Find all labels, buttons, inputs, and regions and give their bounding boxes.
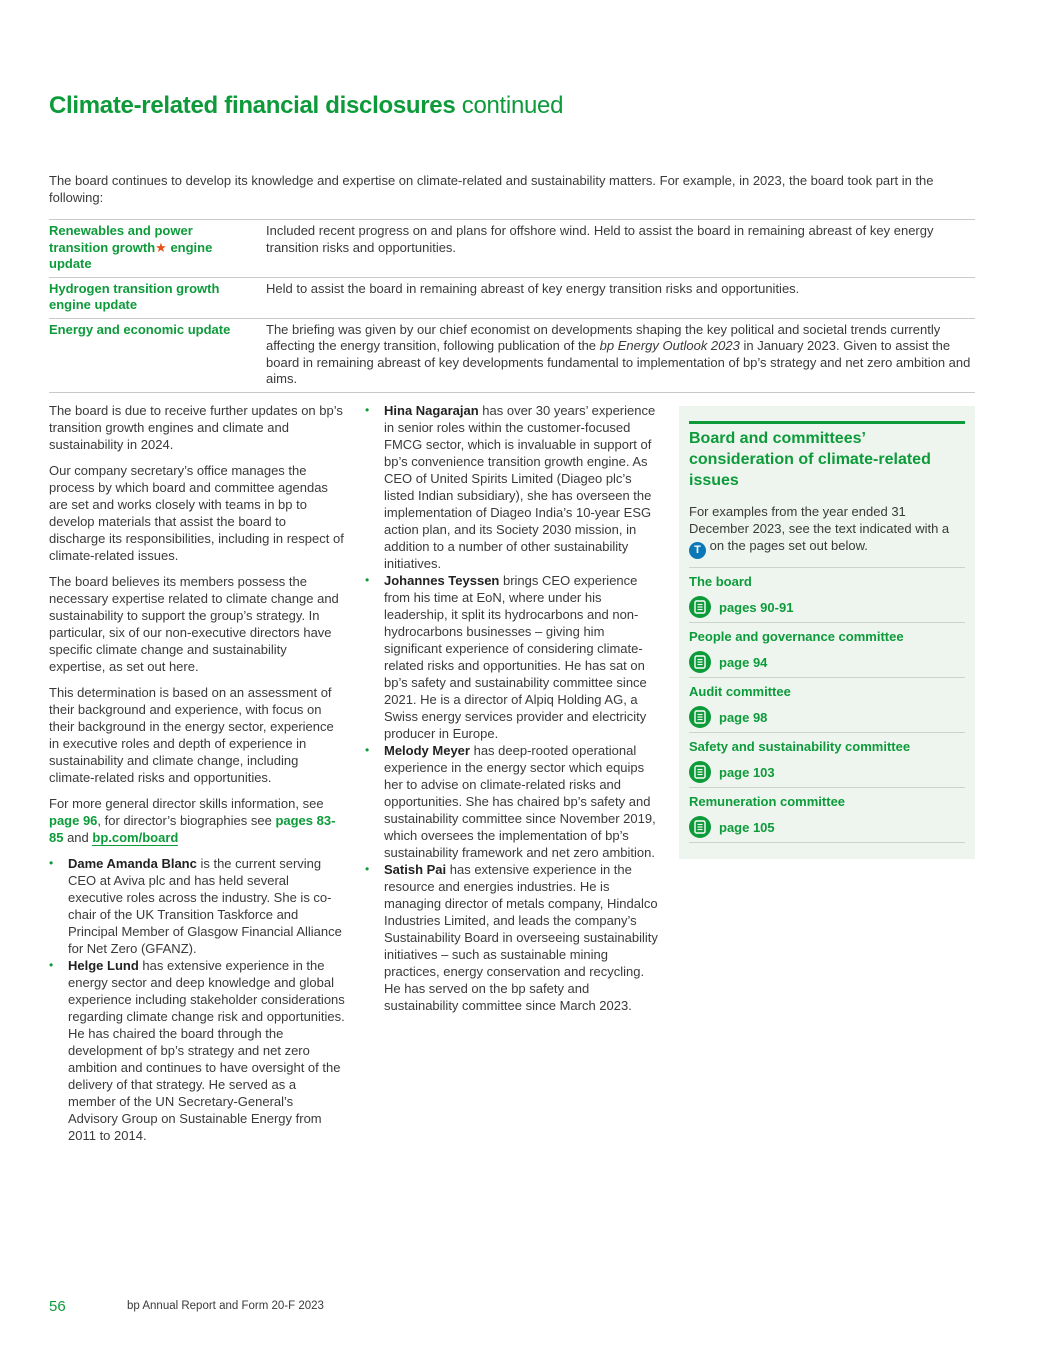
text-part: on the pages set out below. (706, 538, 868, 553)
table-row-description: Held to assist the board in remaining abreast of key energy transition risks and opportunities. (266, 280, 800, 296)
link-pages-83-85[interactable]: pages 83-85 (49, 813, 336, 845)
committee-reference-list (689, 567, 965, 843)
paragraph: The board believes its members possess the necessary expertise related to climate change and sustainability to support the group’s strategy. In particular, six of our non-executive directors have specific climate change and sustainability expertise, as set out here. (49, 574, 339, 674)
publication-title: bp Energy Outlook 2023 (599, 338, 740, 353)
director-bio: is the current serving CEO at Aviva plc and has held several executive roles across the industry. She is co-chair of the UK Transition Taskforce and Principal Member of Glasgow Financial Alliance for Net Zero (GFANZ). (68, 856, 342, 956)
director-bio: brings CEO experience from his time at EoN, where under his leadership, it split its hydrocarbons and non-hydrocarbons businesses – giving him significant experience of considering climate-related risks and opportunities. He has sat on bp’s safety and sustainability committee since 2021. He is a director of Alpiq Holding AG, a Swiss energy services provider and electricity producer in Europe. (384, 573, 647, 741)
report-title: bp Annual Report and Form 20-F 2023 (127, 1300, 324, 1312)
document-icon (689, 596, 711, 618)
table-row (49, 277, 975, 318)
director-bio: has over 30 years’ experience in senior roles within the customer-focused FMCG sector, which is invaluable in support of bp’s convenience transition growth engine. As CEO of United Spirits Limited (Diageo plc’s listed Indian subsidiary), she has overseen the implementation of Diageo India’s 10-year ESG action plan, and its Society 2030 mission, in addition to a number of other sustainability initiatives. (384, 403, 656, 571)
link-page-96[interactable]: page 96 (49, 813, 98, 828)
reference-item (689, 567, 965, 622)
reference-item (689, 787, 965, 843)
paragraph: Our company secretary’s office manages the process by which board and committee agendas are set and works closely with teams in bp to develop materials that assist the board to discharge its responsibilities, including in respect of climate-related issues. (49, 463, 344, 563)
intro-paragraph: The board continues to develop its knowledge and expertise on climate-related and sustainability matters. For example, in 2023, the board took part in the following: (49, 173, 934, 205)
text-part: , for director’s biographies see (97, 813, 276, 828)
reference-link[interactable] (689, 816, 775, 838)
row-name-part: Renewables and power transition growth (49, 223, 193, 255)
desc-part: in January 2023. Given to assist the board in remaining abreast of key developments fundamental to implementation of bp’s strategy and net zero ambition and aims. (266, 338, 971, 386)
row-name-part: engine update (49, 239, 213, 271)
reference-page: page 98 (719, 709, 768, 725)
text-part: For more general director skills information, see (49, 796, 324, 811)
director-bio: has deep-rooted operational experience in the energy sector which equips her to advise on climate-related risks and opportunities. She has chaired bp’s safety and sustainability committee since November 2019, which oversees the implementation of bp’s sustainability framework and net zero ambition. (384, 743, 656, 860)
reference-item (689, 677, 965, 732)
star-icon: ★ (155, 239, 167, 255)
director-list (365, 402, 661, 1014)
reference-item (689, 622, 965, 677)
table-row-description: Included recent progress on and plans for offshore wind. Held to assist the board in remaining abreast of key energy transition risks and opportunities. (266, 223, 934, 255)
reference-item (689, 732, 965, 787)
reference-label: The board (689, 574, 752, 589)
paragraph: This determination is based on an assessment of their background and experience, with focus on their background in the energy sector, experience in executive roles and depth of experience in sustainability and climate change, including climate-related risks and opportunities. (49, 685, 334, 785)
title-suffix: continued (461, 92, 564, 119)
director-bio: has extensive experience in the resource and energies industries. He is managing director of metals company, Hindalco Industries Limited, and leads the company’s Sustainability Board in overseeing sustainability initiatives – such as sustainable mining practices, energy conservation and recycling. He has served on the bp safety and sustainability committee since March 2023. (384, 862, 658, 1013)
list-item (49, 855, 345, 957)
document-icon (689, 816, 711, 838)
text-part: and (63, 830, 93, 845)
panel-accent-bar (689, 421, 965, 424)
reference-link[interactable] (689, 761, 775, 783)
reference-page: pages 90-91 (719, 599, 794, 615)
table-row (49, 318, 975, 392)
t-badge-icon: T (689, 542, 706, 559)
list-item (365, 402, 661, 572)
document-icon (689, 651, 711, 673)
list-item (365, 861, 661, 1014)
board-training-table (49, 219, 975, 393)
director-name: Johannes Teyssen (384, 573, 500, 588)
text-part: For examples from the year ended 31 December 2023, see the text indicated with a (689, 504, 950, 536)
reference-label: Remuneration committee (689, 794, 846, 809)
title-main: Climate-related financial disclosures (49, 92, 456, 119)
reference-page: page 94 (719, 654, 768, 670)
reference-label: Safety and sustainability committee (689, 739, 911, 754)
reference-link[interactable] (689, 596, 793, 618)
table-row-name: Hydrogen transition growth engine update (49, 280, 220, 312)
director-list (49, 855, 345, 1144)
panel-text (689, 503, 961, 559)
director-name: Hina Nagarajan (384, 403, 479, 418)
document-icon (689, 761, 711, 783)
paragraph: The board is due to receive further updates on bp’s transition growth engines and climate and sustainability in 2024. (49, 403, 343, 452)
reference-page: page 103 (719, 764, 775, 780)
left-column (49, 402, 345, 1144)
reference-page: page 105 (719, 819, 775, 835)
list-item (49, 957, 345, 1144)
director-name: Dame Amanda Blanc (68, 856, 197, 871)
reference-link[interactable] (689, 651, 767, 673)
page-title (49, 90, 563, 122)
table-row-name (49, 223, 249, 273)
table-row-description (266, 322, 975, 388)
list-item (365, 572, 661, 742)
reference-link[interactable] (689, 706, 767, 728)
desc-part: The briefing was given by our chief economist on developments shaping the key political and societal trends currently affecting the energy transition, following publication of the (266, 321, 941, 353)
link-bp-board[interactable]: bp.com/board (92, 830, 179, 845)
director-bio: has extensive experience in the energy sector and deep knowledge and global experience including stakeholder considerations regarding climate change risk and opportunities. He has chaired the board through the development of bp’s strategy and net zero ambition and continues to have oversight of the delivery of that strategy. He served as a member of the UN Secretary-General’s Advisory Group on Sustainable Energy from 2011 to 2014. (68, 958, 345, 1143)
reference-label: People and governance committee (689, 629, 904, 644)
director-name: Helge Lund (68, 958, 139, 973)
table-row (49, 220, 975, 277)
committees-panel (679, 406, 975, 859)
middle-column (365, 402, 661, 1014)
panel-title: Board and committees’ consideration of climate-related issues (689, 430, 931, 489)
page-number: 56 (49, 1298, 66, 1315)
list-item (365, 742, 661, 861)
director-name: Satish Pai (384, 862, 447, 877)
document-icon (689, 706, 711, 728)
skills-paragraph (49, 795, 345, 846)
director-name: Melody Meyer (384, 743, 470, 758)
reference-label: Audit committee (689, 684, 791, 699)
table-row-name: Energy and economic update (49, 321, 231, 337)
